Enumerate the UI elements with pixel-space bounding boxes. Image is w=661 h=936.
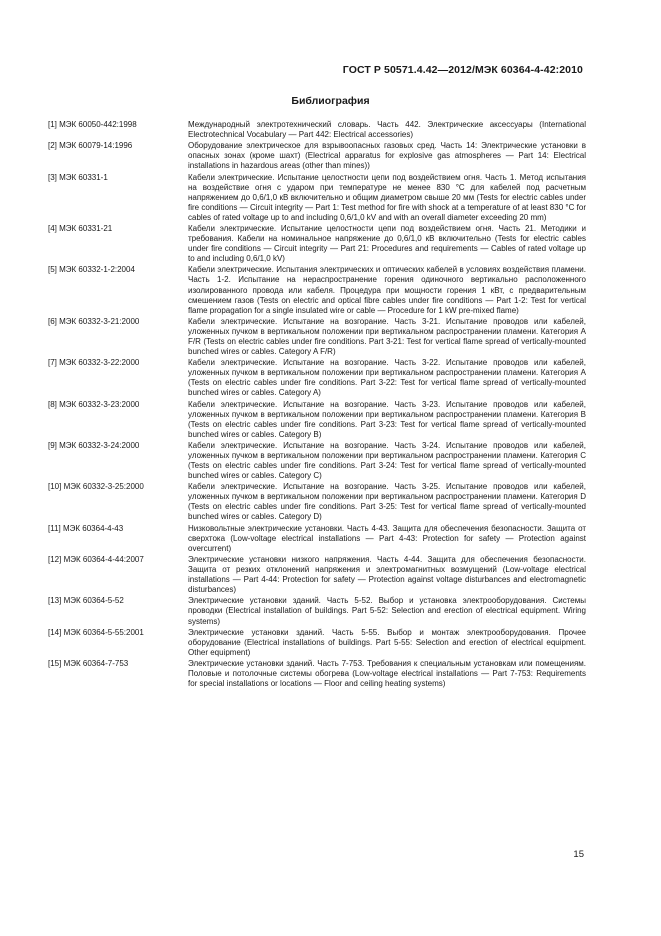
entry-reference: [11] МЭК 60364-4-43 bbox=[48, 523, 124, 533]
bibliography-entry bbox=[48, 141, 586, 171]
entry-description: Электрические установки зданий. Часть 7-753. Требования к специальным установкам или помещениям. Половые и потолочные системы обогрева (Low-voltage electrical installations — Part 7-753: Requirements for special installations or locations — Floor and ceiling heating systems) bbox=[188, 659, 586, 689]
entry-description: Электрические установки низкого напряжения. Часть 4-44. Защита для обеспечения безопасности. Защита от резких отклонений напряжения и электромагнитных возмущений (Low-voltage electrical installations — Part 4-44: Protection for safety — Protection against voltage disturbances and electromagnetic disturbances) bbox=[188, 555, 586, 595]
page-number: 15 bbox=[573, 849, 584, 860]
entry-description: Кабели электрические. Испытание на возгорание. Часть 3-24. Испытание проводов или кабелей, уложенных пучком в вертикальном положении при вертикальном распространении пламени. Категория С (Tests on electric cables under fire conditions. Part 3-24: Test for vertical flame spread of vertically-mounted bunched wires or cables. Category C) bbox=[188, 440, 586, 481]
entry-reference: [7] МЭК 60332-3-22:2000 bbox=[48, 358, 140, 368]
entry-reference: [5] МЭК 60332-1-2:2004 bbox=[48, 265, 135, 275]
entry-description: Электрические установки зданий. Часть 5-55. Выбор и монтаж электрооборудования. Прочее оборудование (Electrical installations of buildings. Part 5-55: Selection and erection of electrical equipment. Other equipment) bbox=[188, 627, 586, 657]
entry-reference: [4] МЭК 60331-21 bbox=[48, 224, 113, 234]
entry-description: Международный электротехнический словарь. Часть 442. Электрические аксессуары (International Electrotechnical Vocabulary — Part 442: Electrical accessories) bbox=[188, 120, 586, 140]
bibliography-entry bbox=[48, 596, 586, 626]
entry-reference: [2] МЭК 60079-14:1996 bbox=[48, 141, 133, 151]
bibliography-entry bbox=[48, 555, 586, 595]
entry-reference: [14] МЭК 60364-5-55:2001 bbox=[48, 627, 144, 637]
bibliography-entry bbox=[48, 482, 586, 522]
entry-description: Низковольтные электрические установки. Часть 4-43. Защита для обеспечения безопасности. Защита от сверхтока (Low-voltage electrical installations — Part 4-43: Protection for safety — Protection against overcurrent) bbox=[188, 523, 586, 553]
page-title: Библиография bbox=[291, 95, 370, 107]
entry-description: Кабели электрические. Испытание на возгорание. Часть 3-21. Испытание проводов или кабелей, уложенных пучком в вертикальном положении при вертикальном распространении пламени. Категория A F/R (Tests on electric cables under fire conditions. Part 3-21: Test for vertical flame spread of vertically-mounted bunched wires or cables. Category A F/R) bbox=[188, 316, 586, 356]
entry-reference: [9] МЭК 60332-3-24:2000 bbox=[48, 440, 140, 450]
entry-description: Кабели электрические. Испытание на возгорание. Часть 3-22. Испытание проводов или кабелей, уложенных пучком в вертикальном положении при вертикальном распространении пламени. Категория А (Tests on electric cables under fire conditions. Part 3-22: Test for vertical flame spread of vertically-mounted bunched wires or cables. Category A) bbox=[188, 358, 586, 398]
bibliography-entry bbox=[48, 524, 586, 554]
bibliography-entry bbox=[48, 628, 586, 658]
entry-description: Кабели электрические. Испытания электрических и оптических кабелей в условиях воздействия пламени. Часть 1-2. Испытание на нераспространение горения одиночного вертикально расположенного изолированного провода или кабеля. Процедура при мощности горения 1 кВт, с предварительным смешением газов (Tests on electric and optical fibre cables under fire conditions — Part 1-2: Test for vertical flame propagation for a single insulated wire or cable — Procedure for 1 kW pre-mixed flame) bbox=[188, 265, 586, 315]
bibliography-entry bbox=[48, 173, 586, 223]
entry-description: Электрические установки зданий. Часть 5-52. Выбор и установка электрооборудования. Системы проводки (Electrical installation of buildings. Part 5-52: Selection and erection of electrical equipment. Wiring systems) bbox=[188, 596, 586, 626]
entry-description: Кабели электрические. Испытание на возгорание. Часть 3-23. Испытание проводов или кабелей, уложенных пучком в вертикальном положении при вертикальном распространении пламени. Категория В (Tests on electric cables under fire conditions. Part 3-23: Test for vertical flame spread of vertically-mounted bunched wires or cables. Category B) bbox=[188, 399, 586, 439]
bibliography-entry bbox=[48, 358, 586, 398]
entry-reference: [1] МЭК 60050-442:1998 bbox=[48, 120, 137, 129]
entry-reference: [6] МЭК 60332-3-21:2000 bbox=[48, 316, 140, 326]
entry-reference: [12] МЭК 60364-4-44:2007 bbox=[48, 555, 144, 565]
entry-description: Кабели электрические. Испытание на возгорание. Часть 3-25. Испытание проводов или кабелей, уложенных пучком в вертикальном положении при вертикальном распространении пламени. Категория D (Tests on electric cables under fire conditions. Part 3-25: Test for vertical flame spread of vertically-mounted bunched wires or cables. Category D) bbox=[188, 482, 586, 522]
entry-reference: [8] МЭК 60332-3-23:2000 bbox=[48, 399, 140, 409]
bibliography-entry bbox=[48, 265, 586, 315]
entry-description: Кабели электрические. Испытание целостности цепи под воздействием огня. Часть 21. Методики и требования. Кабели на номинальное напряжение до 0,6/1,0 кВ включительно (Tests for electric cables under fire conditions — Circuit integrity — Part 21: Procedures and requirements — Cables of rated voltage up to and including 0,6/1,0 kV) bbox=[188, 224, 586, 264]
entry-reference: [10] МЭК 60332-3-25:2000 bbox=[48, 482, 144, 492]
bibliography-entry bbox=[48, 441, 586, 481]
bibliography-entry bbox=[48, 120, 586, 140]
entry-reference: [3] МЭК 60331-1 bbox=[48, 172, 108, 182]
bibliography-list bbox=[48, 120, 586, 690]
entry-reference: [15] МЭК 60364-7-753 bbox=[48, 659, 129, 669]
document-header: ГОСТ Р 50571.4.42—2012/МЭК 60364-4-42:2010 bbox=[342, 64, 583, 76]
bibliography-entry bbox=[48, 659, 586, 689]
bibliography-entry bbox=[48, 224, 586, 264]
entry-description: Оборудование электрическое для взрывоопасных газовых сред. Часть 14: Электрические установки в опасных зонах (кроме шахт) (Electrical apparatus for explosive gas atmospheres — Part 14: Electrical installations in hazardous areas (other than mines)) bbox=[188, 141, 586, 171]
bibliography-entry bbox=[48, 400, 586, 440]
bibliography-entry bbox=[48, 317, 586, 357]
entry-description: Кабели электрические. Испытание целостности цепи под воздействием огня. Часть 1. Метод испытания на воздействие огня с ударом при температуре не менее 830 °С для кабелей под расчетным напряжением до 0,6/1,0 кВ включительно и общим диаметром свыше 20 мм (Tests for electric cables under fire conditions — Circuit integrity — Part 1: Test method for fire with shock at a temperature of at least 830 °C for cables of rated voltage up to and including 0,6/1,0 kV and with an overall diameter exceeding 20 mm) bbox=[188, 172, 586, 222]
entry-reference: [13] МЭК 60364-5-52 bbox=[48, 596, 124, 606]
